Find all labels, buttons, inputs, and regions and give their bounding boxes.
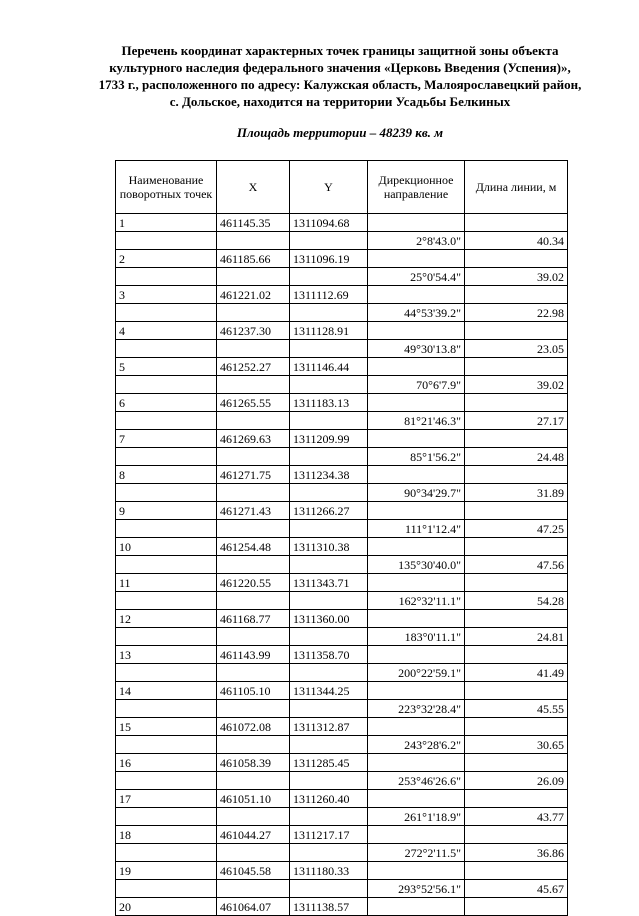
table-row-segment <box>116 736 568 754</box>
direction-cell: 70°6'7.9" <box>368 376 465 394</box>
point-number-cell <box>116 844 217 862</box>
direction-cell <box>368 538 465 556</box>
y-coordinate-cell: 1311180.33 <box>290 862 368 880</box>
length-cell: 47.56 <box>465 556 568 574</box>
direction-cell: 261°1'18.9" <box>368 808 465 826</box>
point-number-cell <box>116 412 217 430</box>
point-number-cell <box>116 736 217 754</box>
x-coordinate-cell: 461254.48 <box>217 538 290 556</box>
direction-cell <box>368 898 465 916</box>
direction-cell: 85°1'56.2" <box>368 448 465 466</box>
table-row-segment <box>116 772 568 790</box>
point-number-cell <box>116 448 217 466</box>
y-coordinate-cell <box>290 340 368 358</box>
table-row-point <box>116 466 568 484</box>
header-x: X <box>217 161 290 214</box>
point-number-cell <box>116 664 217 682</box>
table-row-segment <box>116 448 568 466</box>
direction-cell: 2°8'43.0" <box>368 232 465 250</box>
length-cell <box>465 286 568 304</box>
point-number-cell: 12 <box>116 610 217 628</box>
x-coordinate-cell: 461221.02 <box>217 286 290 304</box>
direction-cell <box>368 502 465 520</box>
direction-cell <box>368 790 465 808</box>
length-cell: 39.02 <box>465 376 568 394</box>
point-number-cell <box>116 556 217 574</box>
length-cell: 22.98 <box>465 304 568 322</box>
x-coordinate-cell: 461064.07 <box>217 898 290 916</box>
x-coordinate-cell: 461220.55 <box>217 574 290 592</box>
x-coordinate-cell: 461105.10 <box>217 682 290 700</box>
length-cell: 45.55 <box>465 700 568 718</box>
length-cell: 24.81 <box>465 628 568 646</box>
y-coordinate-cell: 1311138.57 <box>290 898 368 916</box>
x-coordinate-cell <box>217 736 290 754</box>
y-coordinate-cell: 1311343.71 <box>290 574 368 592</box>
y-coordinate-cell <box>290 700 368 718</box>
direction-cell: 293°52'56.1" <box>368 880 465 898</box>
y-coordinate-cell <box>290 304 368 322</box>
point-number-cell: 6 <box>116 394 217 412</box>
y-coordinate-cell: 1311209.99 <box>290 430 368 448</box>
table-row-point <box>116 754 568 772</box>
y-coordinate-cell <box>290 736 368 754</box>
y-coordinate-cell <box>290 484 368 502</box>
length-cell: 23.05 <box>465 340 568 358</box>
direction-cell <box>368 826 465 844</box>
direction-cell <box>368 394 465 412</box>
length-cell <box>465 250 568 268</box>
x-coordinate-cell: 461269.63 <box>217 430 290 448</box>
x-coordinate-cell: 461072.08 <box>217 718 290 736</box>
table-row-point <box>116 250 568 268</box>
length-cell: 30.65 <box>465 736 568 754</box>
direction-cell: 223°32'28.4" <box>368 700 465 718</box>
point-number-cell: 10 <box>116 538 217 556</box>
table-row-segment <box>116 628 568 646</box>
table-row-point <box>116 790 568 808</box>
y-coordinate-cell: 1311094.68 <box>290 214 368 232</box>
length-cell: 27.17 <box>465 412 568 430</box>
length-cell: 43.77 <box>465 808 568 826</box>
y-coordinate-cell: 1311260.40 <box>290 790 368 808</box>
y-coordinate-cell: 1311266.27 <box>290 502 368 520</box>
x-coordinate-cell: 461265.55 <box>217 394 290 412</box>
y-coordinate-cell: 1311183.13 <box>290 394 368 412</box>
table-row-segment <box>116 556 568 574</box>
length-cell: 54.28 <box>465 592 568 610</box>
x-coordinate-cell <box>217 808 290 826</box>
x-coordinate-cell <box>217 304 290 322</box>
point-number-cell: 20 <box>116 898 217 916</box>
length-cell <box>465 214 568 232</box>
y-coordinate-cell: 1311344.25 <box>290 682 368 700</box>
x-coordinate-cell: 461237.30 <box>217 322 290 340</box>
x-coordinate-cell: 461168.77 <box>217 610 290 628</box>
point-number-cell: 3 <box>116 286 217 304</box>
direction-cell: 81°21'46.3" <box>368 412 465 430</box>
length-cell: 26.09 <box>465 772 568 790</box>
x-coordinate-cell: 461185.66 <box>217 250 290 268</box>
table-row-point <box>116 826 568 844</box>
coordinates-table <box>115 160 568 916</box>
x-coordinate-cell: 461271.75 <box>217 466 290 484</box>
direction-cell <box>368 754 465 772</box>
table-row-segment <box>116 880 568 898</box>
table-row-segment <box>116 340 568 358</box>
length-cell <box>465 898 568 916</box>
direction-cell: 90°34'29.7" <box>368 484 465 502</box>
direction-cell: 183°0'11.1" <box>368 628 465 646</box>
table-header-row <box>116 161 568 214</box>
point-number-cell <box>116 772 217 790</box>
table-row-point <box>116 646 568 664</box>
length-cell <box>465 610 568 628</box>
point-number-cell <box>116 880 217 898</box>
header-length: Длина линии, м <box>465 161 568 214</box>
table-row-segment <box>116 520 568 538</box>
direction-cell: 200°22'59.1" <box>368 664 465 682</box>
title-line: Перечень координат характерных точек границы защитной зоны объекта <box>121 43 559 58</box>
length-cell <box>465 574 568 592</box>
direction-cell: 162°32'11.1" <box>368 592 465 610</box>
point-number-cell: 17 <box>116 790 217 808</box>
y-coordinate-cell: 1311096.19 <box>290 250 368 268</box>
table-row-point <box>116 682 568 700</box>
x-coordinate-cell <box>217 592 290 610</box>
direction-cell <box>368 322 465 340</box>
table-row-segment <box>116 268 568 286</box>
point-number-cell: 16 <box>116 754 217 772</box>
length-cell <box>465 826 568 844</box>
x-coordinate-cell <box>217 772 290 790</box>
title-line: 1733 г., расположенного по адресу: Калужская область, Малоярославецкий район, <box>98 77 582 92</box>
x-coordinate-cell: 461143.99 <box>217 646 290 664</box>
table-row-point <box>116 358 568 376</box>
length-cell <box>465 754 568 772</box>
table-row-point <box>116 718 568 736</box>
table-row-segment <box>116 232 568 250</box>
direction-cell: 44°53'39.2" <box>368 304 465 322</box>
y-coordinate-cell <box>290 412 368 430</box>
y-coordinate-cell: 1311285.45 <box>290 754 368 772</box>
x-coordinate-cell: 461252.27 <box>217 358 290 376</box>
table-row-segment <box>116 484 568 502</box>
table-body <box>116 214 568 916</box>
x-coordinate-cell: 461045.58 <box>217 862 290 880</box>
length-cell: 39.02 <box>465 268 568 286</box>
point-number-cell: 5 <box>116 358 217 376</box>
x-coordinate-cell <box>217 880 290 898</box>
direction-cell: 135°30'40.0" <box>368 556 465 574</box>
length-cell: 24.48 <box>465 448 568 466</box>
x-coordinate-cell <box>217 664 290 682</box>
y-coordinate-cell: 1311360.00 <box>290 610 368 628</box>
point-number-cell <box>116 376 217 394</box>
x-coordinate-cell: 461058.39 <box>217 754 290 772</box>
header-point: Наименование поворотных точек <box>116 161 217 214</box>
point-number-cell: 11 <box>116 574 217 592</box>
point-number-cell: 18 <box>116 826 217 844</box>
x-coordinate-cell <box>217 556 290 574</box>
x-coordinate-cell <box>217 268 290 286</box>
y-coordinate-cell: 1311112.69 <box>290 286 368 304</box>
length-cell <box>465 646 568 664</box>
point-number-cell <box>116 484 217 502</box>
x-coordinate-cell: 461271.43 <box>217 502 290 520</box>
table-row-segment <box>116 412 568 430</box>
table-row-point <box>116 430 568 448</box>
direction-cell: 111°1'12.4" <box>368 520 465 538</box>
y-coordinate-cell <box>290 772 368 790</box>
y-coordinate-cell <box>290 808 368 826</box>
x-coordinate-cell <box>217 844 290 862</box>
direction-cell <box>368 214 465 232</box>
x-coordinate-cell <box>217 412 290 430</box>
point-number-cell: 7 <box>116 430 217 448</box>
y-coordinate-cell: 1311358.70 <box>290 646 368 664</box>
direction-cell <box>368 250 465 268</box>
table-row-segment <box>116 664 568 682</box>
x-coordinate-cell <box>217 376 290 394</box>
x-coordinate-cell <box>217 700 290 718</box>
table-row-segment <box>116 376 568 394</box>
area-caption: Площадь территории – 48239 кв. м <box>236 125 444 140</box>
y-coordinate-cell: 1311234.38 <box>290 466 368 484</box>
point-number-cell <box>116 232 217 250</box>
table-row-point <box>116 574 568 592</box>
x-coordinate-cell <box>217 628 290 646</box>
length-cell <box>465 862 568 880</box>
table-row-point <box>116 898 568 916</box>
table-row-point <box>116 214 568 232</box>
length-cell: 31.89 <box>465 484 568 502</box>
table-row-segment <box>116 592 568 610</box>
point-number-cell: 13 <box>116 646 217 664</box>
direction-cell: 253°46'26.6" <box>368 772 465 790</box>
header-direction: Дирекционное направление <box>368 161 465 214</box>
x-coordinate-cell <box>217 520 290 538</box>
point-number-cell: 14 <box>116 682 217 700</box>
y-coordinate-cell <box>290 628 368 646</box>
point-number-cell: 2 <box>116 250 217 268</box>
y-coordinate-cell <box>290 844 368 862</box>
length-cell: 47.25 <box>465 520 568 538</box>
header-y: Y <box>290 161 368 214</box>
table-row-point <box>116 862 568 880</box>
y-coordinate-cell: 1311310.38 <box>290 538 368 556</box>
table-row-segment <box>116 700 568 718</box>
length-cell <box>465 466 568 484</box>
direction-cell: 272°2'11.5" <box>368 844 465 862</box>
direction-cell <box>368 862 465 880</box>
y-coordinate-cell <box>290 880 368 898</box>
table-row-point <box>116 286 568 304</box>
direction-cell <box>368 574 465 592</box>
point-number-cell: 4 <box>116 322 217 340</box>
length-cell <box>465 358 568 376</box>
point-number-cell <box>116 628 217 646</box>
length-cell <box>465 502 568 520</box>
table-row-point <box>116 538 568 556</box>
y-coordinate-cell <box>290 448 368 466</box>
length-cell: 36.86 <box>465 844 568 862</box>
length-cell <box>465 322 568 340</box>
direction-cell: 243°28'6.2" <box>368 736 465 754</box>
length-cell <box>465 682 568 700</box>
length-cell <box>465 538 568 556</box>
point-number-cell <box>116 808 217 826</box>
direction-cell <box>368 358 465 376</box>
point-number-cell <box>116 520 217 538</box>
y-coordinate-cell: 1311217.17 <box>290 826 368 844</box>
x-coordinate-cell <box>217 232 290 250</box>
y-coordinate-cell: 1311312.87 <box>290 718 368 736</box>
table-row-segment <box>116 304 568 322</box>
point-number-cell <box>116 340 217 358</box>
point-number-cell <box>116 304 217 322</box>
length-cell <box>465 430 568 448</box>
point-number-cell: 15 <box>116 718 217 736</box>
length-cell: 45.67 <box>465 880 568 898</box>
x-coordinate-cell: 461145.35 <box>217 214 290 232</box>
direction-cell <box>368 286 465 304</box>
x-coordinate-cell: 461044.27 <box>217 826 290 844</box>
title-line: культурного наследия федерального значения «Церковь Введения (Успения)», <box>109 60 571 75</box>
y-coordinate-cell <box>290 268 368 286</box>
point-number-cell <box>116 700 217 718</box>
document-title <box>40 42 639 110</box>
x-coordinate-cell <box>217 340 290 358</box>
direction-cell <box>368 682 465 700</box>
table-row-point <box>116 322 568 340</box>
point-number-cell: 8 <box>116 466 217 484</box>
point-number-cell <box>116 268 217 286</box>
y-coordinate-cell <box>290 592 368 610</box>
direction-cell <box>368 610 465 628</box>
y-coordinate-cell: 1311128.91 <box>290 322 368 340</box>
direction-cell <box>368 430 465 448</box>
length-cell <box>465 790 568 808</box>
y-coordinate-cell <box>290 376 368 394</box>
direction-cell <box>368 718 465 736</box>
x-coordinate-cell <box>217 448 290 466</box>
x-coordinate-cell: 461051.10 <box>217 790 290 808</box>
direction-cell <box>368 646 465 664</box>
table-row-segment <box>116 808 568 826</box>
direction-cell: 49°30'13.8" <box>368 340 465 358</box>
length-cell <box>465 718 568 736</box>
title-line: с. Дольское, находится на территории Усадьбы Белкиных <box>169 94 511 109</box>
y-coordinate-cell <box>290 520 368 538</box>
y-coordinate-cell <box>290 664 368 682</box>
point-number-cell <box>116 592 217 610</box>
length-cell: 40.34 <box>465 232 568 250</box>
table-row-point <box>116 610 568 628</box>
point-number-cell: 9 <box>116 502 217 520</box>
table-row-segment <box>116 844 568 862</box>
y-coordinate-cell <box>290 556 368 574</box>
direction-cell: 25°0'54.4" <box>368 268 465 286</box>
table-row-point <box>116 394 568 412</box>
y-coordinate-cell: 1311146.44 <box>290 358 368 376</box>
point-number-cell: 19 <box>116 862 217 880</box>
y-coordinate-cell <box>290 232 368 250</box>
direction-cell <box>368 466 465 484</box>
point-number-cell: 1 <box>116 214 217 232</box>
x-coordinate-cell <box>217 484 290 502</box>
length-cell <box>465 394 568 412</box>
table-row-point <box>116 502 568 520</box>
length-cell: 41.49 <box>465 664 568 682</box>
